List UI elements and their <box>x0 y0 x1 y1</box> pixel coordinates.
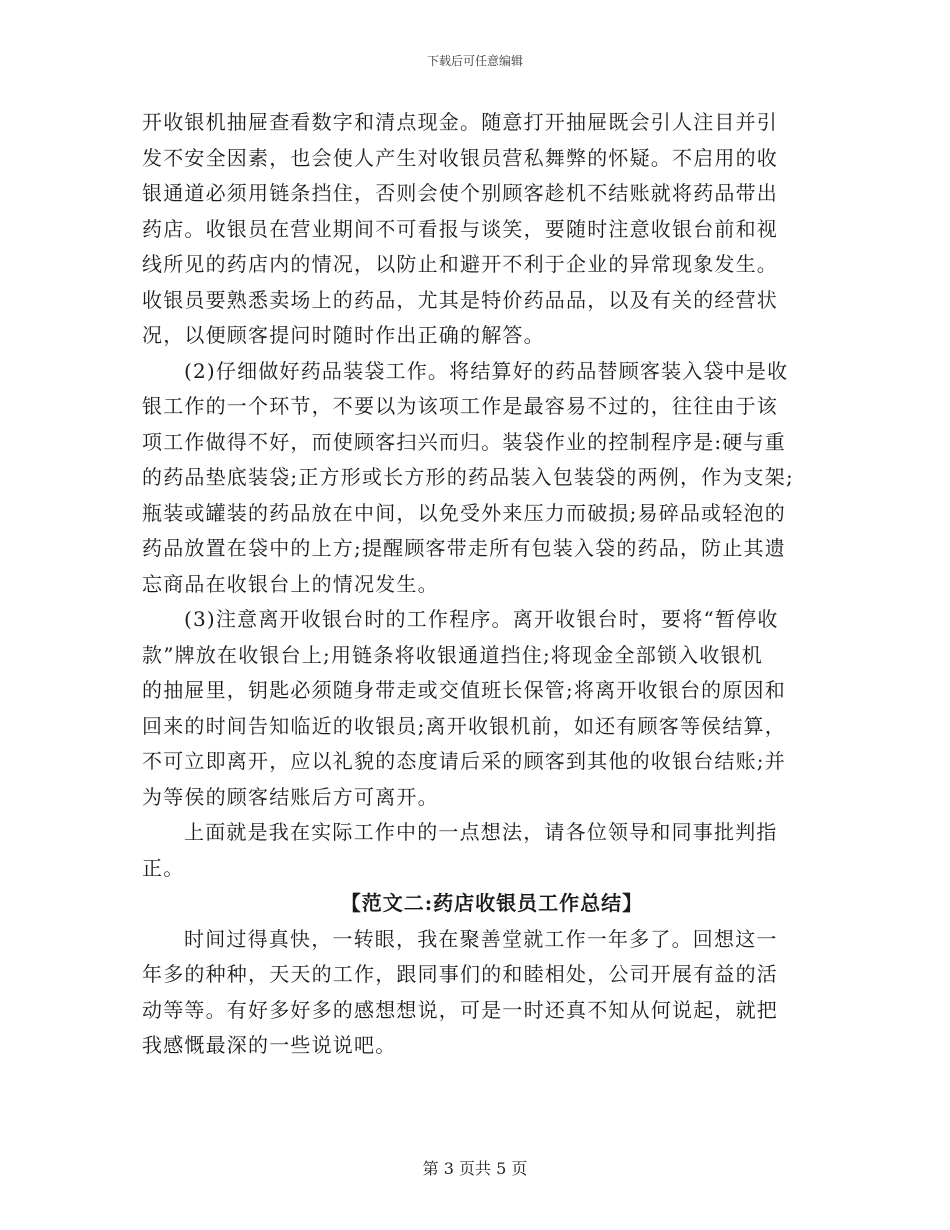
paragraph-start-line: (3)注意离开收银台时的工作程序。离开收银台时，要将“暂停收 <box>184 607 779 631</box>
body-line: 动等等。有好多好多的感想想说，可是一时还真不知从何说起，就把 <box>142 997 778 1022</box>
body-line: 银通道必须用链条挡住，否则会使个别顾客趁机不结账就将药品带出 <box>142 181 778 205</box>
body-line: 况，以便顾客提问时随时作出正确的解答。 <box>142 323 545 347</box>
body-line: 为等侯的顾客结账后方可离开。 <box>142 784 439 809</box>
body-line: 我感慨最深的一些说说吧。 <box>142 1033 397 1057</box>
body-line: 发不安全因素，也会使人产生对收银员营私舞弊的怀疑。不启用的收 <box>142 145 778 170</box>
body-line: 款”牌放在收银台上;用链条将收银通道挡住;将现金全部锁入收银机 <box>142 642 763 667</box>
body-line: 的药品垫底装袋;正方形或长方形的药品装入包装袋的两例，作为支架; <box>142 465 794 489</box>
body-line: 瓶装或罐装的药品放在中间，以免受外来压力而破损;易碎品或轻泡的 <box>142 500 786 525</box>
body-line: 开收银机抽屉查看数字和清点现金。随意打开抽屉既会引人注目并引 <box>142 110 778 134</box>
paragraph-start-line: 时间过得真快，一转眼，我在聚善堂就工作一年多了。回想这一 <box>184 926 778 951</box>
body-line: 药品放置在袋中的上方;提醒顾客带走所有包装入袋的药品，防止其遗 <box>142 536 786 560</box>
document-body <box>142 105 812 1064</box>
paragraph-start-line: (2)仔细做好药品装袋工作。将结算好的药品替顾客装入袋中是收 <box>184 358 789 383</box>
body-line: 回来的时间告知临近的收银员;离开收银机前，如还有顾客等侯结算， <box>142 713 786 738</box>
body-line: 的抽屉里，钥匙必须随身带走或交值班长保管;将离开收银台的原因和 <box>142 678 786 702</box>
body-line: 项工作做得不好，而使顾客扫兴而归。装袋作业的控制程序是:硬与重 <box>142 429 786 454</box>
body-line: 药店。收银员在营业期间不可看报与谈笑，要随时注意收银台前和视 <box>142 216 778 241</box>
paragraph-start-line: 上面就是我在实际工作中的一点想法，请各位领导和同事批判指 <box>184 820 778 844</box>
body-line: 不可立即离开，应以礼貌的态度请后采的顾客到其他的收银台结账;并 <box>142 749 786 773</box>
section-heading: 【范文二:药店收银员工作总结】 <box>340 891 644 915</box>
body-line: 线所见的药店内的情况，以防止和避开不利于企业的异常现象发生。 <box>142 252 778 276</box>
page-header-note: 下载后可任意编辑 <box>426 54 523 68</box>
body-line: 年多的种种，天天的工作，跟同事们的和睦相处，公司开展有益的活 <box>142 962 778 986</box>
body-line: 正。 <box>142 855 185 880</box>
page-number-footer: 第 3 页共 5 页 <box>422 1159 528 1178</box>
body-line: 银工作的一个环节，不要以为该项工作是最容易不过的，往往由于该 <box>142 394 778 418</box>
body-line: 收银员要熟悉卖场上的药品，尤其是特价药品品，以及有关的经营状 <box>142 287 778 312</box>
body-line: 忘商品在收银台上的情况发生。 <box>142 571 439 596</box>
